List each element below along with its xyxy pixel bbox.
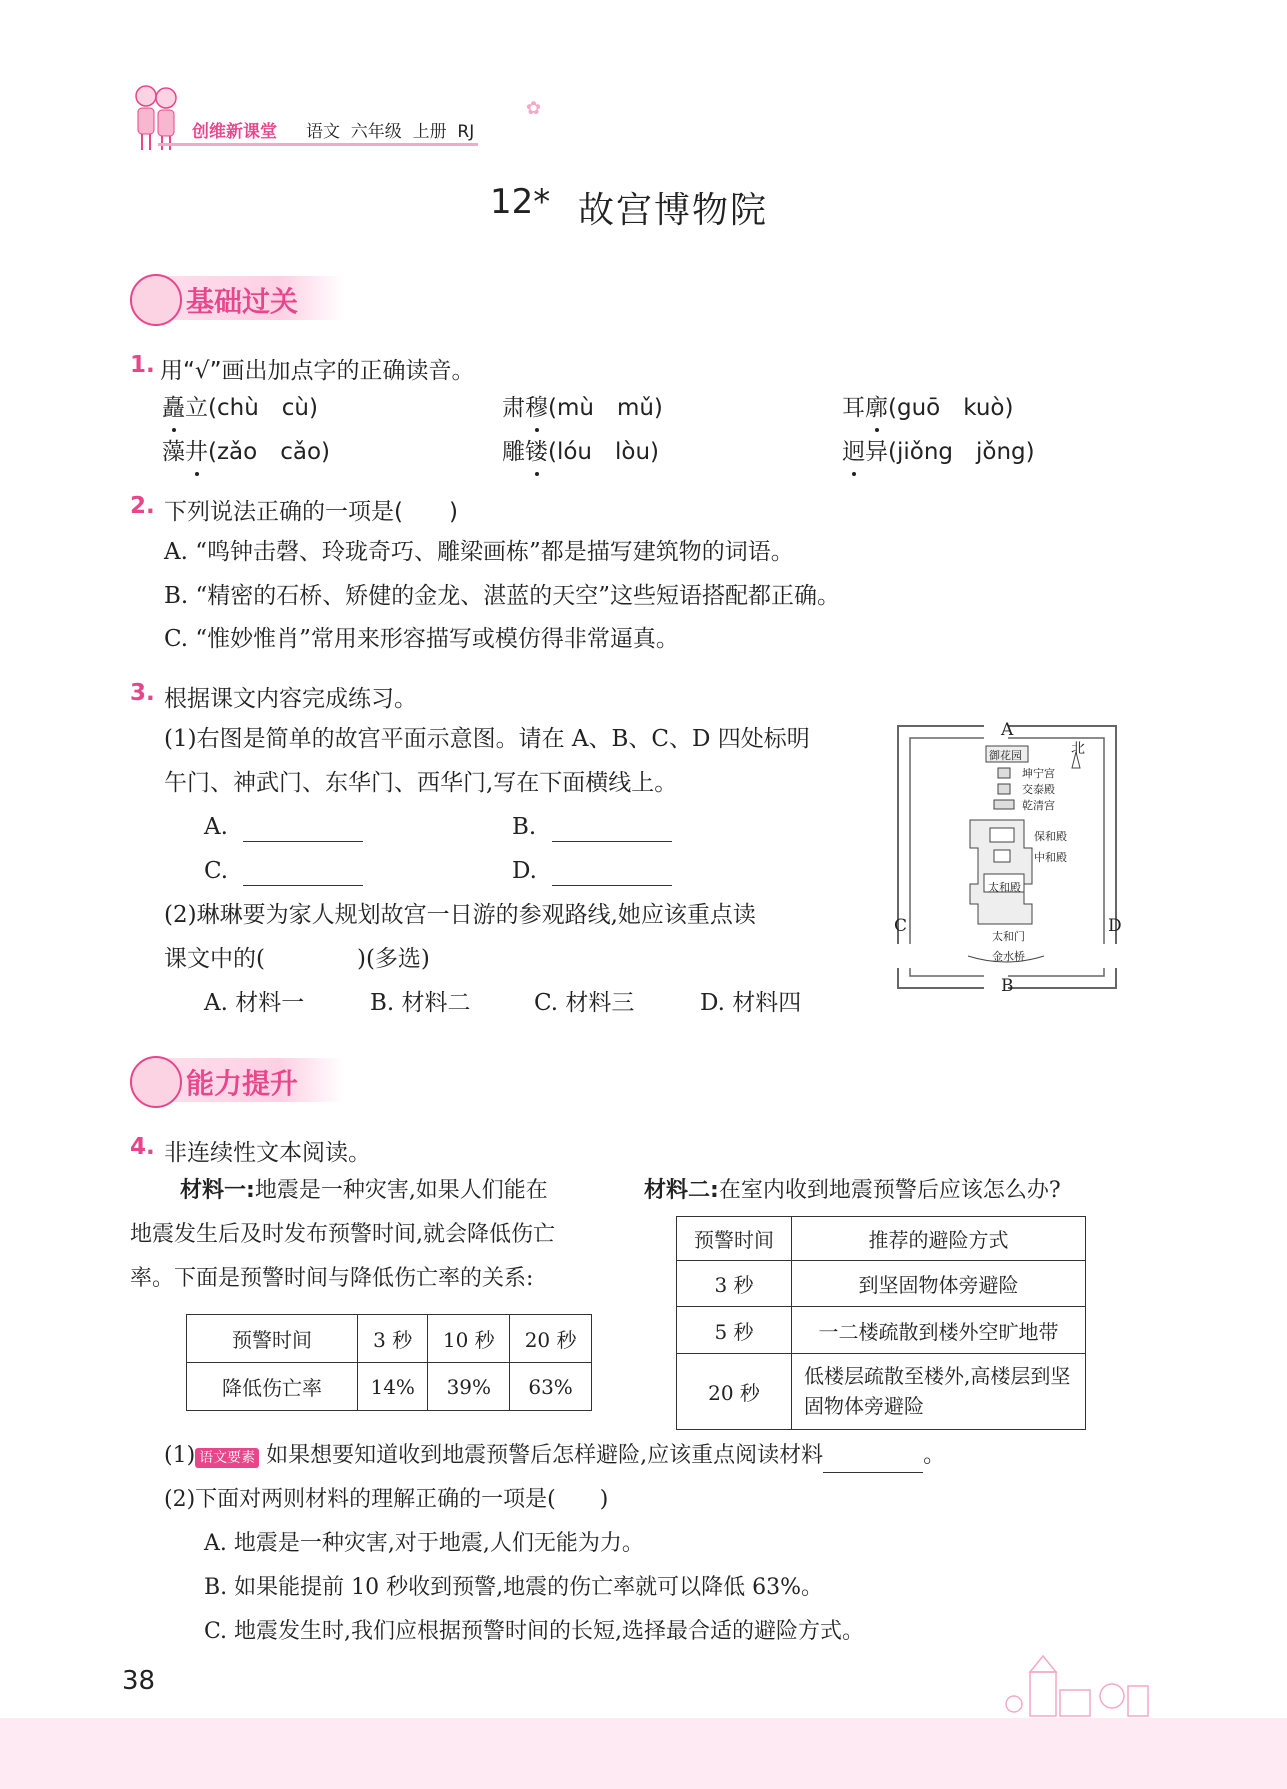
q1-title: 用“√”画出加点字的正确读音。 <box>160 358 475 384</box>
material2-text: 在室内收到地震预警后应该怎么办? <box>718 1178 1061 1203</box>
page-number: 38 <box>122 1666 156 1696</box>
q4-sub1 <box>164 1441 945 1473</box>
map-label-b: B <box>1001 976 1014 996</box>
q2-option-a: A. “鸣钟击磬、玲珑奇巧、雕梁画栋”都是描写建筑物的词语。 <box>164 539 794 565</box>
q2-option-b: B. “精密的石桥、矫健的金龙、湛蓝的天空”这些短语搭配都正确。 <box>164 583 841 609</box>
q3-choice-a: A. 材料一 <box>204 990 305 1016</box>
evacuation-table <box>676 1216 1086 1430</box>
q3-blank-c <box>204 856 363 886</box>
dotted-char: 矗 <box>162 395 185 421</box>
map-north: 北 <box>1071 741 1085 757</box>
table-row <box>677 1217 1086 1261</box>
q3-part2-line2: 课文中的( )(多选) <box>164 946 430 972</box>
q4-option-c: C. 地震发生时,我们应根据预警时间的长短,选择最合适的避险方式。 <box>204 1619 865 1644</box>
warning-rate-table <box>186 1314 592 1411</box>
q1-item-6 <box>842 437 1035 467</box>
table-cell: 14% <box>358 1363 428 1411</box>
dotted-char: 井 <box>185 439 208 465</box>
table-cell: 推荐的避险方式 <box>792 1217 1086 1261</box>
q1-item-1 <box>162 393 318 423</box>
table-cell: 63% <box>510 1363 592 1411</box>
plain-char: 藻 <box>162 439 185 465</box>
table-cell: 10 秒 <box>428 1315 510 1363</box>
header-brand: 创维新课堂 <box>192 122 277 142</box>
section-mascot-icon <box>130 274 182 326</box>
material1-line3: 率。下面是预警时间与降低伤亡率的关系: <box>130 1266 534 1291</box>
answer-blank[interactable] <box>552 861 672 886</box>
castle-icon <box>1000 1652 1160 1718</box>
reading-options: 立(chù cù) <box>185 395 318 421</box>
dotted-char: 镂 <box>525 439 548 465</box>
material2-header <box>644 1176 1061 1206</box>
header-subject: 语文 六年级 上册 RJ <box>306 122 475 142</box>
q4-option-a: A. 地震是一种灾害,对于地震,人们无能为力。 <box>204 1531 644 1556</box>
map-taihe-hall: 太和殿 <box>988 881 1021 894</box>
table-cell: 一二楼疏散到楼外空旷地带 <box>792 1307 1086 1353</box>
reading-options: (lóu lòu) <box>548 439 660 465</box>
sub-prefix: (1) <box>164 1443 196 1468</box>
dotted-char: 廓 <box>865 395 888 421</box>
section-mascot-icon <box>130 1056 182 1108</box>
q4-number: 4. <box>130 1134 155 1160</box>
q2-title: 下列说法正确的一项是( ) <box>164 499 458 525</box>
plain-char: 耳 <box>842 395 865 421</box>
sub1-end: 。 <box>923 1443 946 1468</box>
answer-blank[interactable] <box>823 1448 923 1473</box>
blank-label: B. <box>512 814 537 840</box>
reading-options: (guō kuò) <box>888 395 1014 421</box>
table-cell: 20 秒 <box>677 1353 792 1429</box>
q4-option-b: B. 如果能提前 10 秒收到预警,地震的伤亡率就可以降低 63%。 <box>204 1575 824 1600</box>
footer-band <box>0 1718 1287 1789</box>
table-cell: 3 秒 <box>358 1315 428 1363</box>
q1-item-5 <box>502 437 659 467</box>
q1-item-4 <box>162 437 330 467</box>
table-cell: 39% <box>428 1363 510 1411</box>
flower-icon: ✿ <box>526 98 542 119</box>
table-cell: 低楼层疏散至楼外,高楼层到坚固物体旁避险 <box>792 1353 1086 1429</box>
answer-blank[interactable] <box>243 861 363 886</box>
q1-item-3 <box>842 393 1013 423</box>
section-label-basic: 基础过关 <box>186 285 299 318</box>
map-label-c: C <box>894 916 908 936</box>
q2-number: 2. <box>130 493 155 519</box>
q1-number: 1. <box>130 352 155 378</box>
q3-number: 3. <box>130 680 155 706</box>
map-label-d: D <box>1108 916 1122 936</box>
table-row <box>677 1261 1086 1307</box>
table-row <box>187 1363 592 1411</box>
q4-sub2: (2)下面对两则材料的理解正确的一项是( ) <box>164 1487 609 1512</box>
lesson-number: 12* <box>490 182 551 222</box>
dotted-char: 穆 <box>525 395 548 421</box>
lesson-title: 故宫博物院 <box>578 190 769 231</box>
table-cell: 预警时间 <box>677 1217 792 1261</box>
q4-title: 非连续性文本阅读。 <box>164 1140 371 1166</box>
map-jinshui: 金水桥 <box>992 950 1025 963</box>
q3-part2-line1: (2)琳琳要为家人规划故宫一日游的参观路线,她应该重点读 <box>164 902 756 928</box>
q2-option-c: C. “惟妙惟肖”常用来形容描写或模仿得非常逼真。 <box>164 626 679 652</box>
map-label-a: A <box>1001 720 1014 740</box>
sub1-text: 如果想要知道收到地震预警后怎样避险,应该重点阅读材料 <box>266 1443 824 1468</box>
reading-options: 异(jiǒng jǒng) <box>865 439 1035 465</box>
answer-blank[interactable] <box>243 817 363 842</box>
table-cell: 降低伤亡率 <box>187 1363 358 1411</box>
q1-item-2 <box>502 393 663 423</box>
blank-label: D. <box>512 858 537 884</box>
material1-line2: 地震发生后及时发布预警时间,就会降低伤亡 <box>130 1222 555 1247</box>
material1-label: 材料一: <box>180 1178 255 1203</box>
dotted-char: 迥 <box>842 439 865 465</box>
q3-choice-b: B. 材料二 <box>370 990 471 1016</box>
q3-choice-d: D. 材料四 <box>700 990 802 1016</box>
q3-blank-d <box>512 856 672 886</box>
table-row <box>677 1353 1086 1429</box>
map-imperial-garden: 御花园 <box>989 749 1022 762</box>
plain-char: 雕 <box>502 439 525 465</box>
material1-text: 地震是一种灾害,如果人们能在 <box>254 1178 548 1203</box>
q3-blank-a <box>204 812 363 842</box>
table-row <box>187 1315 592 1363</box>
table-cell: 20 秒 <box>510 1315 592 1363</box>
map-jiaotai: 交泰殿 <box>1022 783 1055 796</box>
q3-choice-c: C. 材料三 <box>534 990 635 1016</box>
table-cell: 5 秒 <box>677 1307 792 1353</box>
material1-line1 <box>180 1176 548 1206</box>
table-cell: 预警时间 <box>187 1315 358 1363</box>
map-kunning: 坤宁宫 <box>1022 767 1055 780</box>
reading-options: (mù mǔ) <box>548 395 663 421</box>
material2-label: 材料二: <box>644 1178 719 1203</box>
table-row <box>677 1307 1086 1353</box>
blank-label: A. <box>204 814 228 840</box>
map-zhonghe: 中和殿 <box>1034 851 1067 864</box>
skill-tag: 语文要素 <box>195 1448 259 1468</box>
table-cell: 到坚固物体旁避险 <box>792 1261 1086 1307</box>
q3-blank-b <box>512 812 672 842</box>
map-qianqing: 乾清宫 <box>1022 799 1055 812</box>
map-baohe: 保和殿 <box>1034 830 1067 843</box>
section-label-advanced: 能力提升 <box>186 1067 299 1100</box>
q3-part1-line2: 午门、神武门、东华门、西华门,写在下面横线上。 <box>164 770 678 796</box>
q3-part1-line1: (1)右图是简单的故宫平面示意图。请在 A、B、C、D 四处标明 <box>164 726 810 752</box>
plain-char: 肃 <box>502 395 525 421</box>
table-cell: 3 秒 <box>677 1261 792 1307</box>
blank-label: C. <box>204 858 229 884</box>
reading-options: (zǎo cǎo) <box>208 439 330 465</box>
map-taihe-gate: 太和门 <box>992 930 1025 943</box>
header-bar <box>158 143 478 146</box>
answer-blank[interactable] <box>552 817 672 842</box>
q3-title: 根据课文内容完成练习。 <box>164 686 417 712</box>
